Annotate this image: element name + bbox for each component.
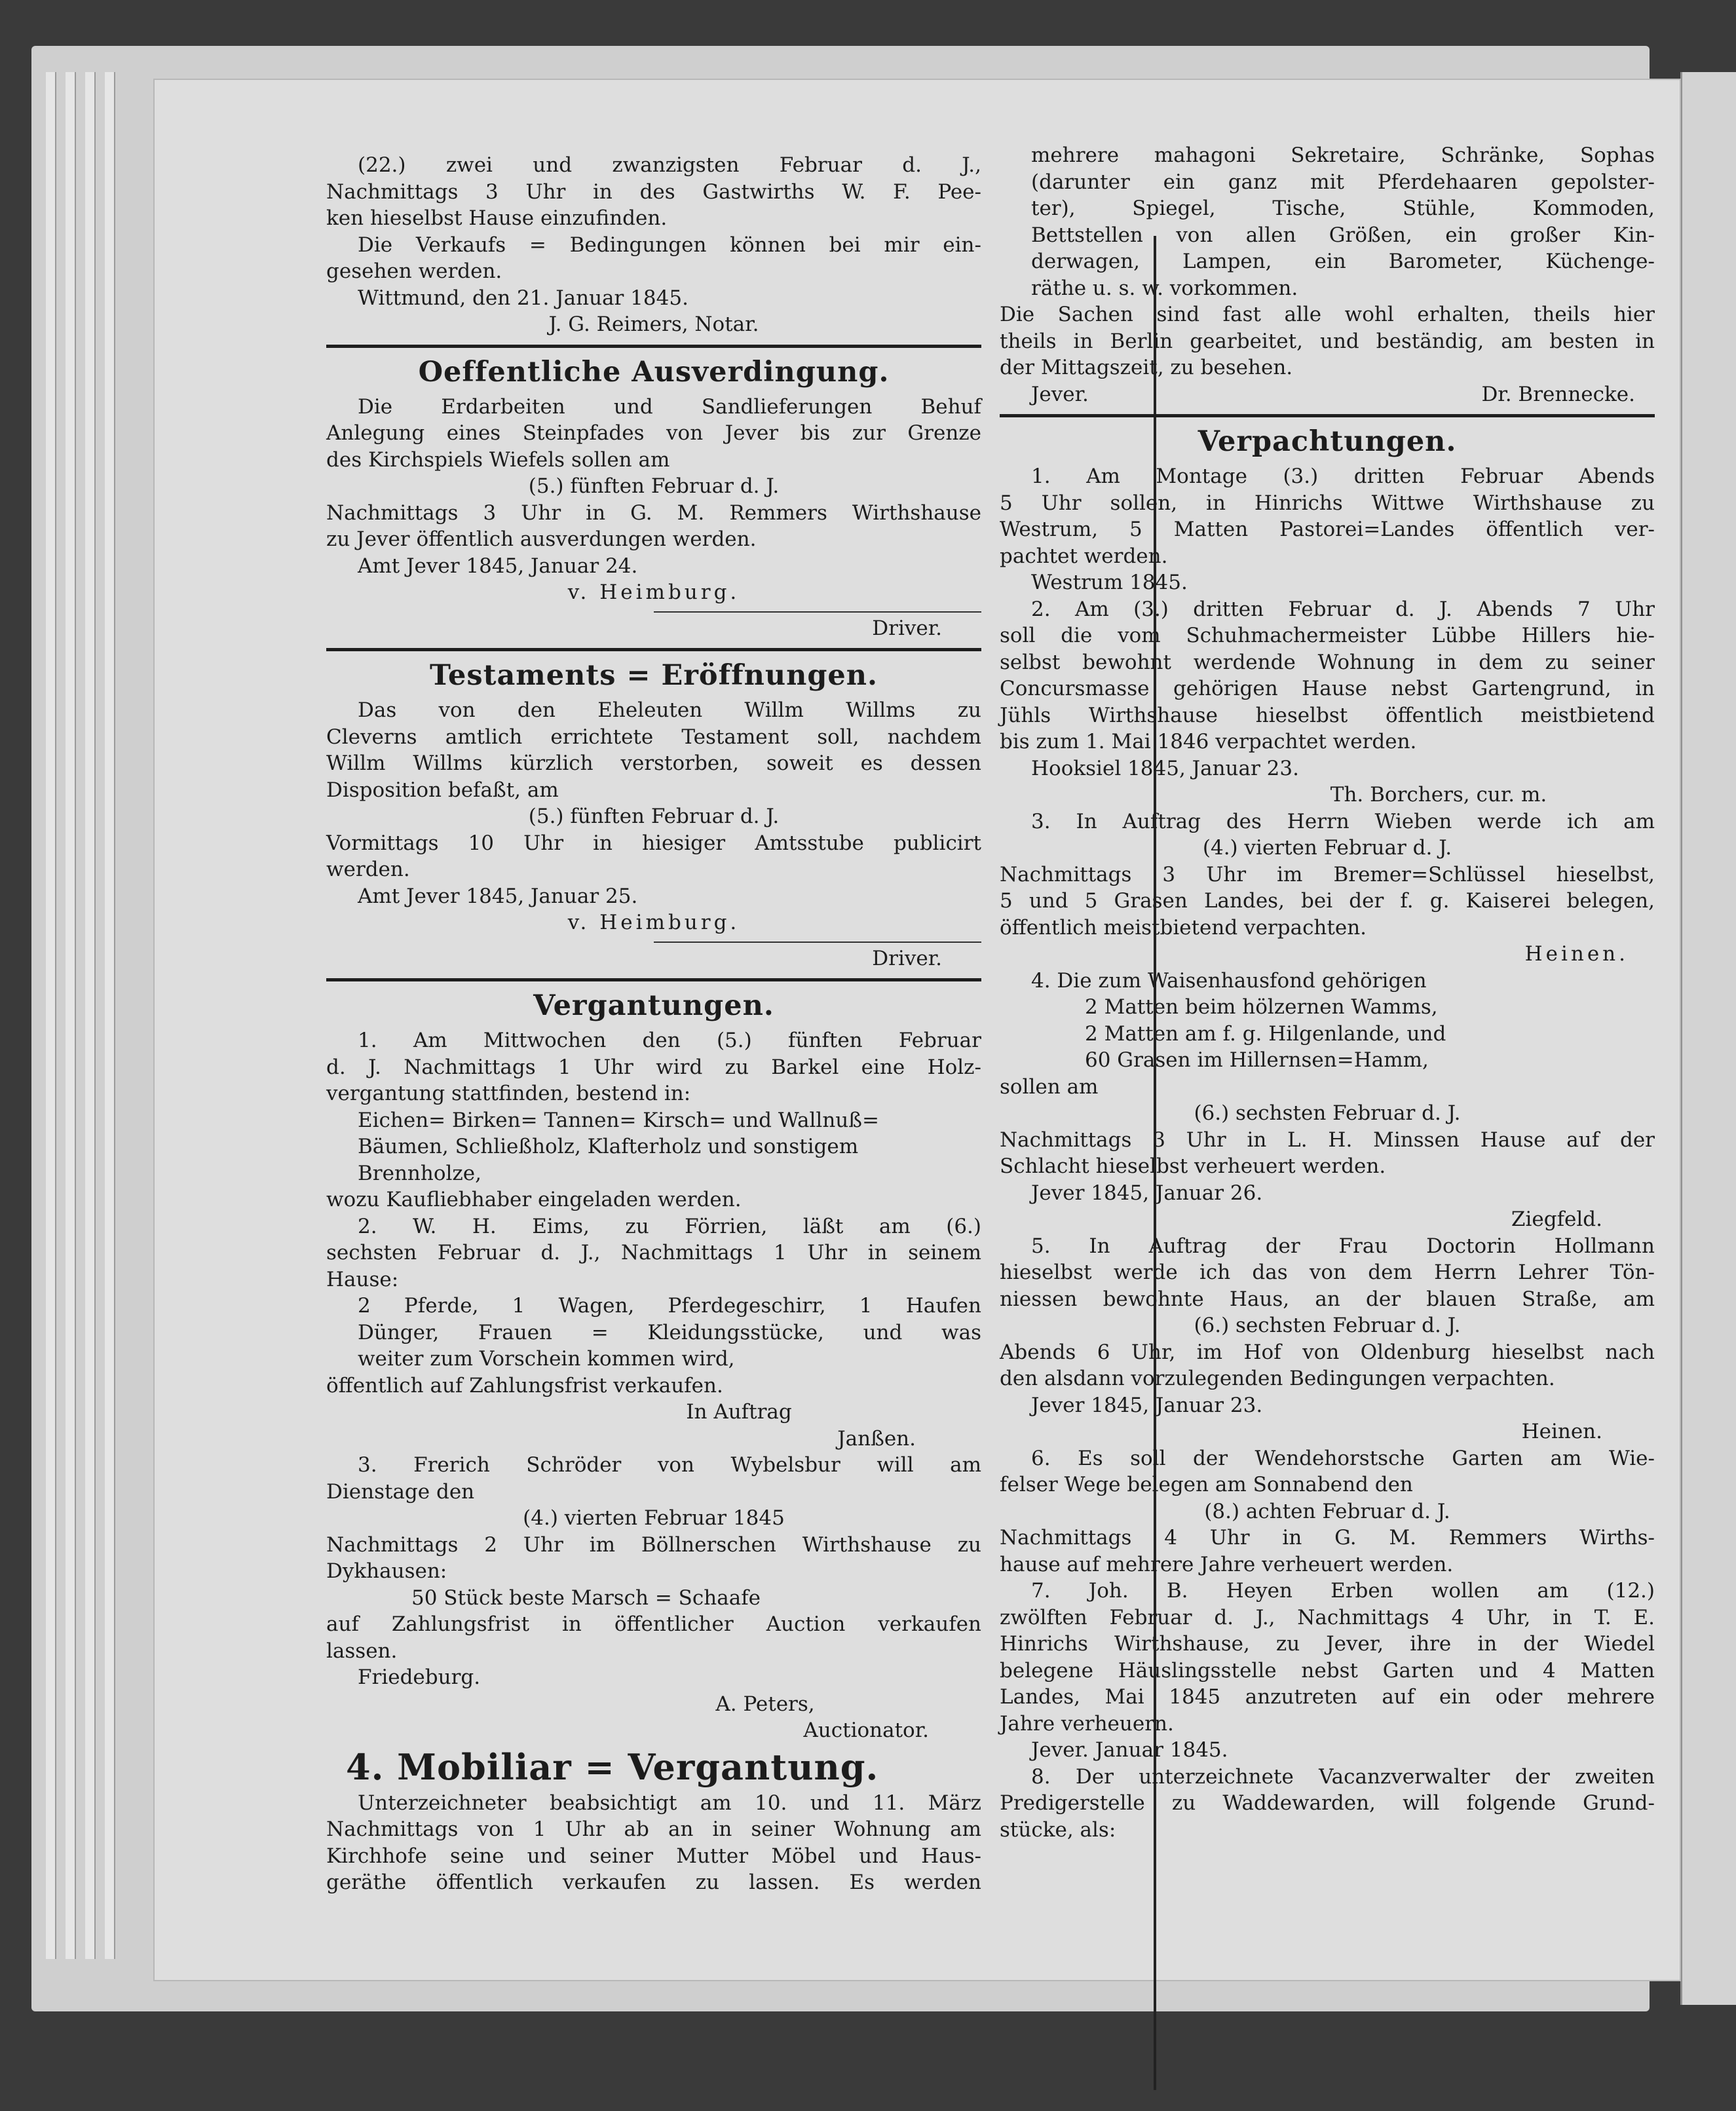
text-line: stücke, als:: [1000, 1817, 1116, 1842]
section-rule: [326, 648, 981, 651]
signature-line: v. Heimburg.: [567, 911, 740, 934]
text-line: Friedeburg.: [358, 1665, 481, 1689]
signature-line: Heinen.: [1524, 942, 1629, 966]
text-line: (5.) fünften Februar d. J.: [528, 474, 780, 498]
text-line: 4. Die zum Waisenhausfond gehörigen: [1031, 968, 1427, 993]
text-line: Dykhausen:: [326, 1559, 447, 1583]
text-line: soll die vom Schuhmachermeister Lübbe Hillers hie-: [1000, 624, 1655, 647]
text-line: Amt Jever 1845, Januar 24.: [358, 554, 638, 578]
text-line: 7. Joh. B. Heyen Erben wollen am (12.): [1031, 1579, 1655, 1603]
text-line: Disposition befaßt, am: [326, 778, 559, 802]
text-line: Jever. Januar 1845.: [1031, 1738, 1228, 1762]
text-line: öffentlich auf Zahlungsfrist verkaufen.: [326, 1373, 723, 1398]
text-line: Dünger, Frauen = Kleidungsstücke, und was: [358, 1320, 981, 1344]
text-line: (6.) sechsten Februar d. J.: [1194, 1101, 1461, 1125]
page-edge: [85, 72, 96, 1959]
text-line: Abends 6 Uhr, im Hof von Oldenburg hieselbst nach: [1000, 1340, 1655, 1364]
section-rule: [1000, 414, 1655, 417]
text-line: Cleverns amtlich errichtete Testament soll, nachdem: [326, 725, 981, 749]
signature-line: Driver.: [872, 616, 942, 640]
text-line: mehrere mahagoni Sekretaire, Schränke, Sophas: [1031, 143, 1655, 167]
text-line: Wittmund, den 21. Januar 1845.: [358, 286, 689, 310]
text-line: Nachmittags 3 Uhr in G. M. Remmers Wirthshause: [326, 501, 981, 525]
text-line: Die Verkaufs = Bedingungen können bei mir ein-: [358, 233, 981, 257]
text-line: hieselbst werde ich das von dem Herrn Lehrer Tön-: [1000, 1261, 1655, 1284]
text-line: Nachmittags 2 Uhr im Böllnerschen Wirthshause zu: [326, 1532, 981, 1557]
text-line: Hause:: [326, 1267, 399, 1291]
place-label: Jever.: [1031, 382, 1089, 406]
text-line: 3. In Auftrag des Herrn Wieben werde ich am: [1031, 809, 1655, 833]
text-line: den alsdann vorzulegenden Bedingungen verpachten.: [1000, 1367, 1555, 1390]
text-line: der Mittagszeit, zu besehen.: [1000, 356, 1293, 379]
section-heading: Vergantungen.: [533, 989, 774, 1022]
signature-line: Heinen.: [1521, 1420, 1602, 1443]
text-line: Die Erdarbeiten und Sandlieferungen Behuf: [358, 394, 981, 419]
text-line: In Auftrag: [686, 1400, 792, 1424]
text-line: Kirchhofe seine und seiner Mutter Möbel und Haus-: [326, 1844, 981, 1868]
signature-line: Auctionator.: [803, 1719, 929, 1742]
text-line: Eichen= Birken= Tannen= Kirsch= und Wallnuß=: [358, 1108, 879, 1132]
text-line: öffentlich meistbietend verpachten.: [1000, 915, 1367, 940]
text-line: 2 Matten am f. g. Hilgenlande, und: [1085, 1021, 1446, 1046]
text-line: ken hieselbst Hause einzufinden.: [326, 206, 668, 230]
text-line: Das von den Eheleuten Willm Willms zu: [358, 698, 981, 722]
text-line: Concursmasse gehörigen Hause nebst Gartengrund, in: [1000, 677, 1655, 700]
section-rule: [326, 978, 981, 981]
text-line: Jever 1845, Januar 26.: [1031, 1181, 1263, 1205]
divider: [654, 941, 981, 943]
text-line: Westrum 1845.: [1031, 571, 1188, 594]
text-line: Die Sachen sind fast alle wohl erhalten, theils hier: [1000, 303, 1655, 326]
text-line: zwölften Februar d. J., Nachmittags 4 Uhr, in T. E.: [1000, 1605, 1655, 1629]
text-line: Nachmittags von 1 Uhr ab an in seiner Wohnung am: [326, 1817, 981, 1841]
left-column: [326, 152, 981, 1896]
text-line: Nachmittags 3 Uhr im Bremer=Schlüssel hieselbst,: [1000, 862, 1655, 886]
text-line: 3. Frerich Schröder von Wybelsbur will am: [358, 1453, 981, 1477]
text-line: Predigerstelle zu Waddewarden, will folgende Grund-: [1000, 1791, 1655, 1815]
text-line: auf Zahlungsfrist in öffentlicher Auction verkaufen: [326, 1612, 981, 1636]
text-line: (22.) zwei und zwanzigsten Februar d. J.,: [358, 153, 981, 177]
text-line: Hooksiel 1845, Januar 23.: [1031, 756, 1299, 780]
text-line: theils in Berlin gearbeitet, und beständig, am besten in: [1000, 329, 1655, 353]
text-line: (4.) vierten Februar d. J.: [1202, 836, 1452, 860]
text-line: Vormittags 10 Uhr in hiesiger Amtsstube publicirt: [326, 831, 981, 855]
text-line: ter), Spiegel, Tische, Stühle, Kommoden,: [1031, 197, 1655, 220]
text-line: vergantung stattfinden, bestend in:: [326, 1082, 691, 1105]
text-line: niessen bewohnte Haus, an der blauen Straße, am: [1000, 1287, 1655, 1311]
text-line: 2 Matten beim hölzernen Wamms,: [1085, 995, 1438, 1019]
signature-line: A. Peters,: [715, 1692, 815, 1716]
text-line: sollen am: [1000, 1075, 1099, 1099]
text-line: 2. Am (3.) dritten Februar d. J. Abends 7 Uhr: [1031, 597, 1655, 621]
section-heading: Oeffentliche Ausverdingung.: [418, 355, 890, 389]
text-line: 50 Stück beste Marsch = Schaafe: [411, 1586, 761, 1610]
text-line: (5.) fünften Februar d. J.: [528, 805, 780, 828]
text-line: derwagen, Lampen, ein Barometer, Küchenge-: [1031, 250, 1655, 273]
text-line: Dienstage den: [326, 1479, 475, 1504]
text-line: Amt Jever 1845, Januar 25.: [358, 884, 638, 908]
text-line: Anlegung eines Steinpfades von Jever bis zur Grenze: [326, 421, 981, 445]
page-edge: [46, 72, 56, 1959]
text-line: Schlacht hieselbst verheuert werden.: [1000, 1154, 1386, 1178]
text-line: Jever 1845, Januar 23.: [1031, 1393, 1263, 1417]
text-line: Landes, Mai 1845 anzutreten auf ein oder mehrere: [1000, 1685, 1655, 1709]
text-line: 2. W. H. Eims, zu Förrien, läßt am (6.): [358, 1214, 981, 1238]
text-line: Unterzeichneter beabsichtigt am 10. und 11. März: [358, 1791, 981, 1815]
right-column: [1000, 142, 1655, 1843]
page-edge: [66, 72, 76, 1959]
text-line: Bettstellen von allen Größen, ein großer Kin-: [1031, 223, 1655, 247]
signature-line: Driver.: [872, 946, 942, 970]
section-heading: Testaments = Eröffnungen.: [429, 659, 878, 692]
section-rule: [326, 345, 981, 348]
facing-page-edge: [1680, 72, 1736, 2005]
signature-line: Janßen.: [837, 1426, 916, 1451]
text-line: (darunter ein ganz mit Pferdehaaren gepolster-: [1031, 170, 1655, 194]
signature-line: Ziegfeld.: [1511, 1208, 1602, 1231]
text-line: hause auf mehrere Jahre verheuert werden.: [1000, 1552, 1454, 1576]
text-line: 1. Am Mittwochen den (5.) fünften Februar: [358, 1029, 981, 1052]
signature-row: [1000, 381, 1655, 408]
signature-line: v. Heimburg.: [567, 580, 740, 604]
text-line: Willm Willms kürzlich verstorben, soweit es dessen: [326, 751, 981, 775]
text-line: Nachmittags 4 Uhr in G. M. Remmers Wirths-: [1000, 1526, 1655, 1550]
text-line: 6. Es soll der Wendehorstsche Garten am Wie-: [1031, 1446, 1655, 1470]
text-line: Westrum, 5 Matten Pastorei=Landes öffentlich ver-: [1000, 518, 1655, 541]
text-line: weiter zum Vorschein kommen wird,: [358, 1347, 735, 1371]
text-line: Nachmittags 3 Uhr in des Gastwirths W. F. Pee-: [326, 180, 981, 204]
text-line: (6.) sechsten Februar d. J.: [1194, 1314, 1461, 1337]
text-line: des Kirchspiels Wiefels sollen am: [326, 447, 670, 472]
text-line: räthe u. s. w. vorkommen.: [1031, 276, 1298, 300]
signature-line: Dr. Brennecke.: [1481, 382, 1635, 406]
text-line: Jühls Wirthshause hieselbst öffentlich meistbietend: [1000, 703, 1655, 727]
text-line: geräthe öffentlich verkaufen zu lassen. Es werden: [326, 1871, 981, 1894]
section-heading: Verpachtungen.: [1198, 425, 1457, 458]
divider: [654, 611, 981, 613]
newspaper-page: [155, 80, 1680, 1980]
text-line: Brennholze,: [358, 1161, 481, 1185]
text-line: zu Jever öffentlich ausverdungen werden.: [326, 527, 757, 551]
text-line: 5 und 5 Grasen Landes, bei der f. g. Kaiserei belegen,: [1000, 889, 1655, 913]
text-line: 1. Am Montage (3.) dritten Februar Abends: [1031, 465, 1655, 488]
text-line: bis zum 1. Mai 1846 verpachtet werden.: [1000, 730, 1417, 753]
text-line: Bäumen, Schließholz, Klafterholz und sonstigem: [358, 1135, 859, 1158]
text-line: wozu Kaufliebhaber eingeladen werden.: [326, 1188, 742, 1211]
signature-line: J. G. Reimers, Notar.: [548, 313, 759, 336]
text-line: Nachmittags 3 Uhr in L. H. Minssen Hause auf der: [1000, 1128, 1655, 1152]
page-edge: [105, 72, 115, 1959]
section-heading: 4. Mobiliar = Vergantung.: [346, 1745, 879, 1788]
text-line: 2 Pferde, 1 Wagen, Pferdegeschirr, 1 Haufen: [358, 1294, 981, 1318]
text-line: werden.: [326, 858, 410, 881]
text-line: 5. In Auftrag der Frau Doctorin Hollmann: [1031, 1234, 1655, 1258]
text-line: (8.) achten Februar d. J.: [1204, 1499, 1450, 1523]
text-line: felser Wege belegen am Sonnabend den: [1000, 1473, 1413, 1496]
text-line: 60 Grasen im Hillernsen=Hamm,: [1085, 1048, 1429, 1072]
text-line: lassen.: [326, 1639, 398, 1663]
text-line: 5 Uhr sollen, in Hinrichs Wittwe Wirthshause zu: [1000, 491, 1655, 515]
text-line: belegene Häuslingsstelle nebst Garten und 4 Matten: [1000, 1658, 1655, 1683]
text-line: (4.) vierten Februar 1845: [523, 1506, 785, 1530]
text-line: pachtet werden.: [1000, 544, 1168, 568]
text-line: selbst bewohnt werdende Wohnung in dem zu seiner: [1000, 650, 1655, 674]
text-line: sechsten Februar d. J., Nachmittags 1 Uhr in seinem: [326, 1241, 981, 1265]
signature-line: Th. Borchers, cur. m.: [1330, 783, 1547, 807]
text-line: d. J. Nachmittags 1 Uhr wird zu Barkel eine Holz-: [326, 1055, 981, 1079]
text-line: 8. Der unterzeichnete Vacanzverwalter der zweiten: [1031, 1764, 1655, 1789]
text-line: Jahre verheuern.: [1000, 1711, 1174, 1736]
text-line: gesehen werden.: [326, 259, 502, 283]
text-line: Hinrichs Wirthshause, zu Jever, ihre in der Wiedel: [1000, 1632, 1655, 1656]
